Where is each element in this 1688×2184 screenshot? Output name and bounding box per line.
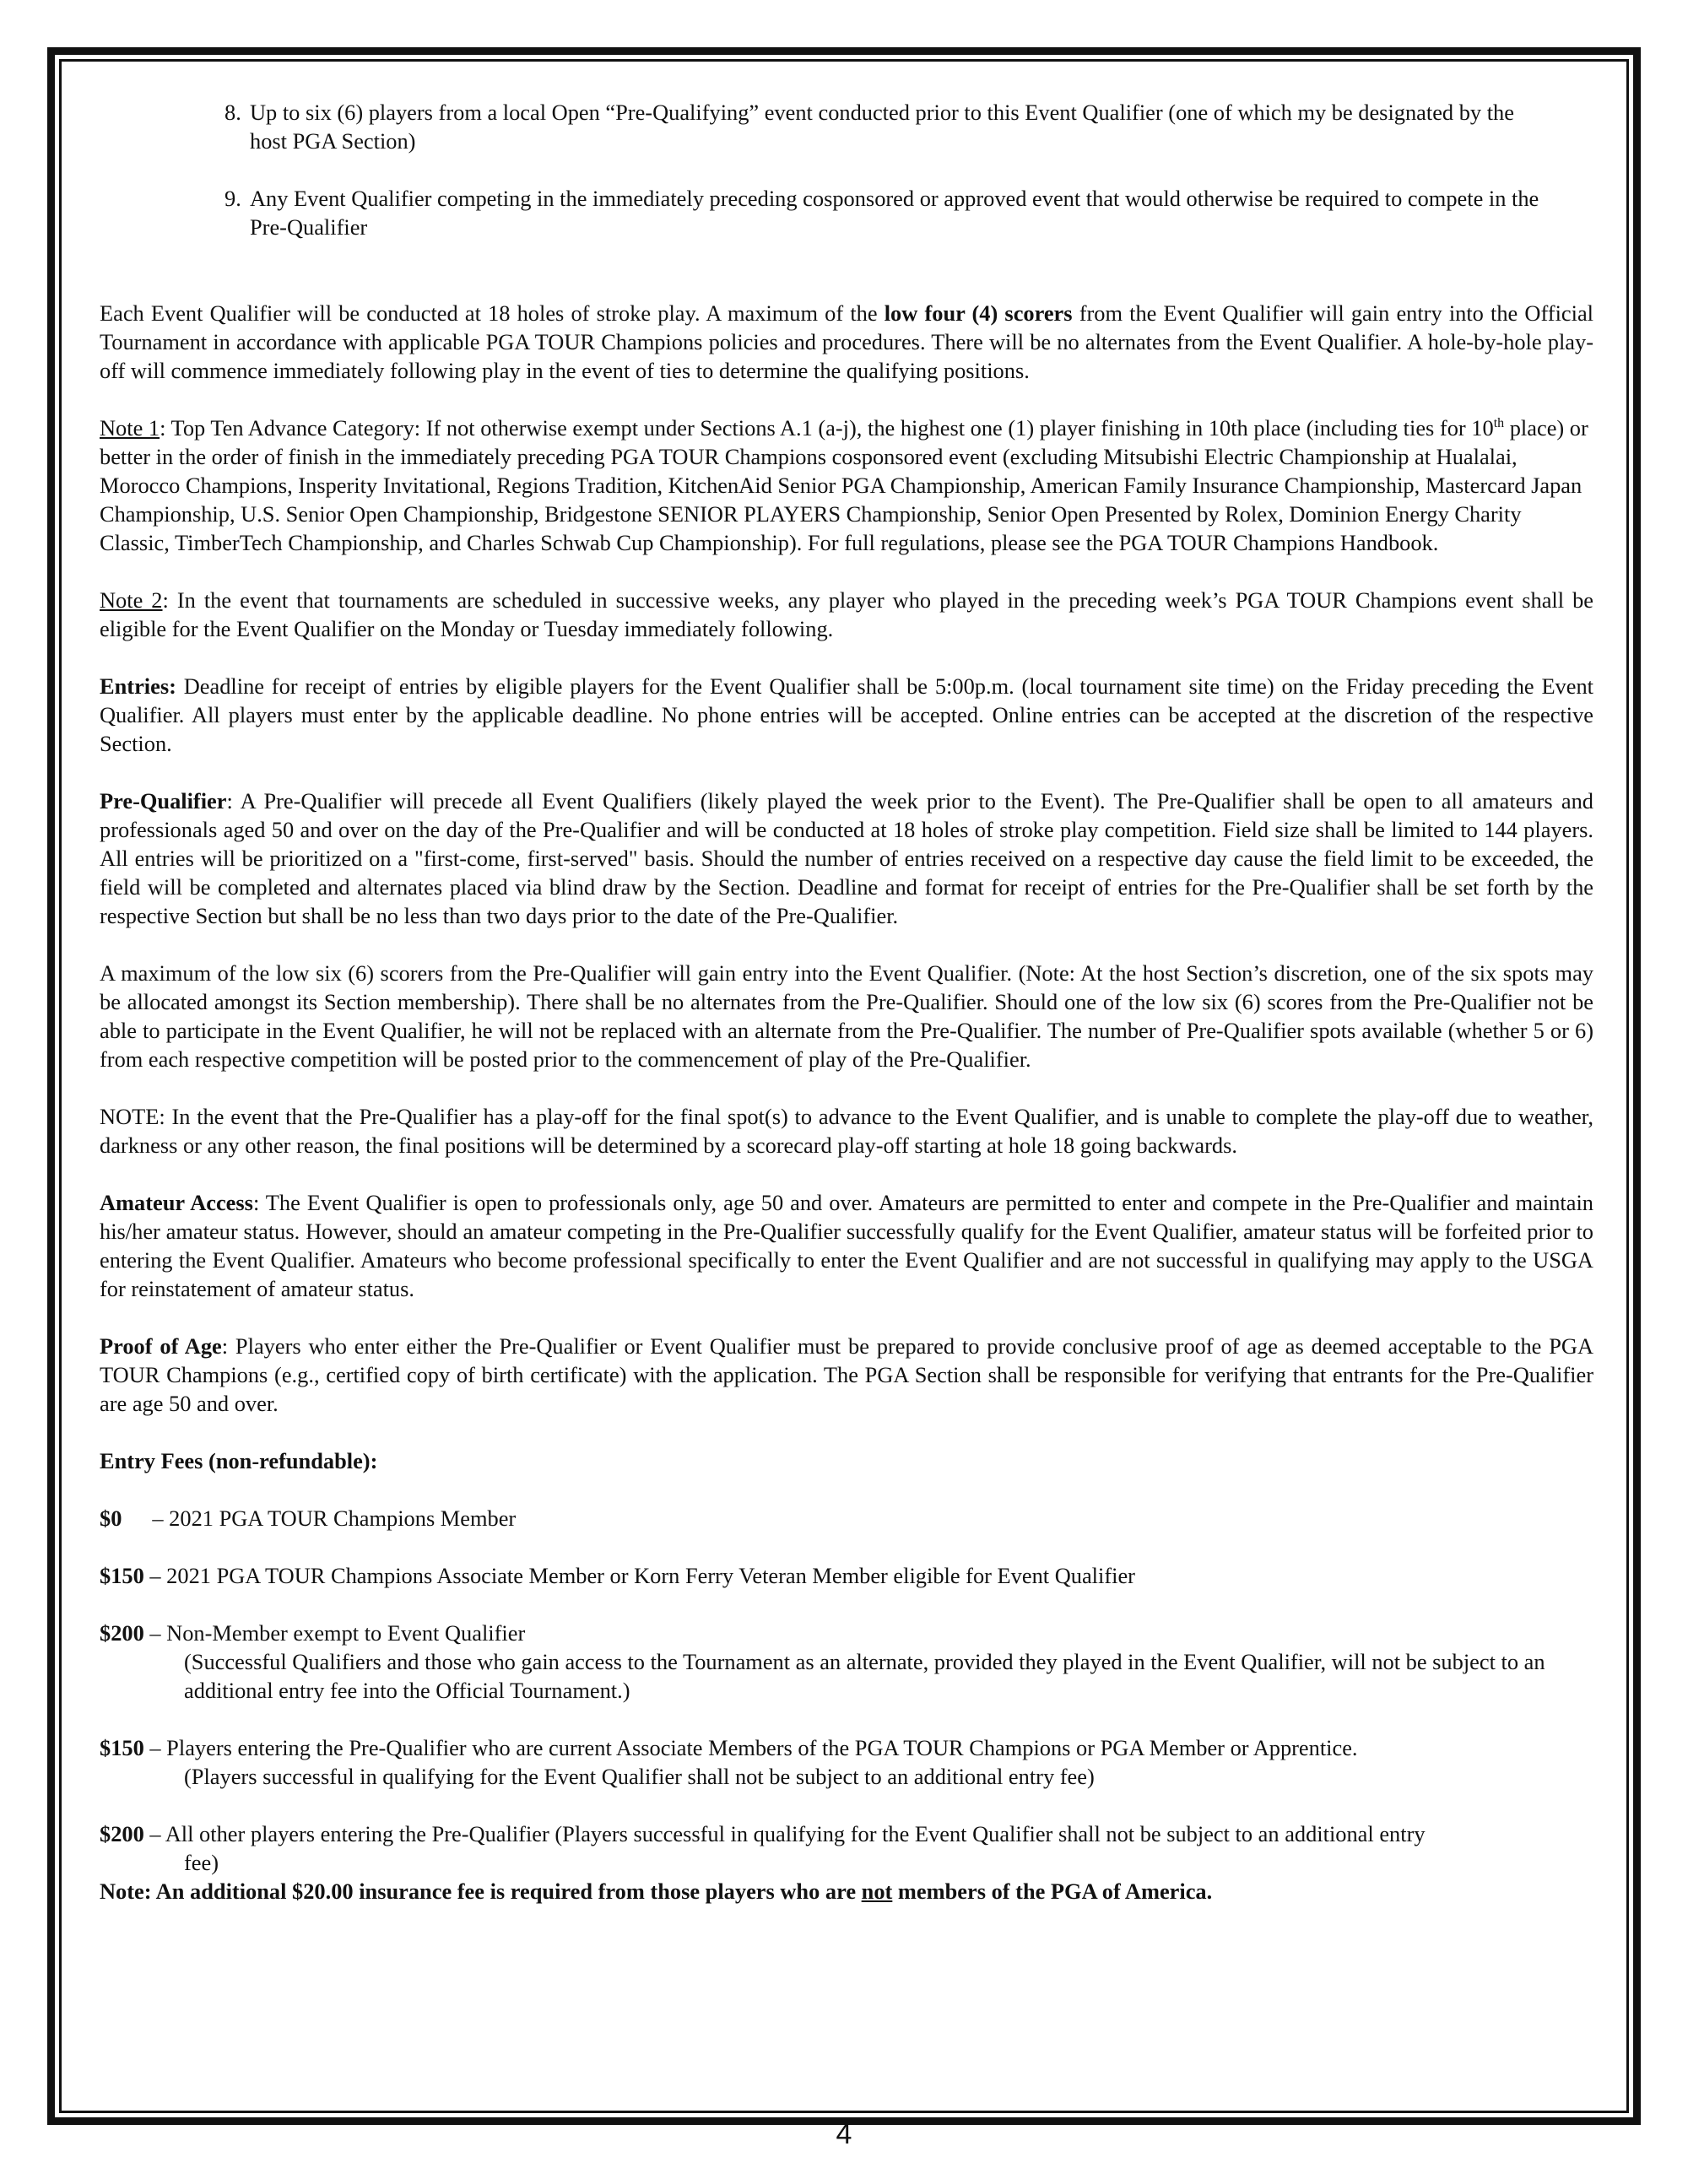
fee-text: – 2021 PGA TOUR Champions Member — [152, 1506, 517, 1531]
fee-text: – Players entering the Pre-Qualifier who are current Associate Members of the PGA TOUR Champions or PGA Member or Apprentice. — [149, 1735, 1358, 1760]
fee-item — [100, 1819, 1593, 1877]
low-four-scorers: low four (4) scorers — [884, 300, 1073, 326]
pre-qualifier-label: Pre-Qualifier — [100, 788, 227, 814]
list-number: 8. — [225, 100, 241, 125]
fee-subtext: fee) — [184, 1850, 219, 1875]
list-item — [225, 184, 1593, 241]
fee-text: – 2021 PGA TOUR Champions Associate Member or Korn Ferry Veteran Member eligible for Event Qualifier — [149, 1563, 1135, 1588]
low-six-paragraph: A maximum of the low six (6) scorers from the Pre-Qualifier will gain entry into the Event Qualifier. (Note: At the host Section’s discretion, one of the six spots may be allocated amongst its Section membership). There shall be no alternates from the Pre-Qualifier. Should one of the low six (6) scores from the Pre-Qualifier not be able to participate in the Event Qualifier, he will not be replaced with an alternate from the Pre-Qualifier. The number of Pre-Qualifier spots available (whether 5 or 6) from each respective competition will be posted prior to the commencement of play of the Pre-Qualifier. — [100, 960, 1593, 1072]
note-2-paragraph: Note 2: In the event that tournaments are scheduled in successive weeks, any player who played in the preceding week’s PGA TOUR Champions event shall be eligible for the Event Qualifier on the Monday or Tuesday immediately following. — [100, 587, 1593, 641]
fee-subtext: (Successful Qualifiers and those who gain access to the Tournament as an alternate, provided they played in the Event Qualifier, will not be subject to an additional entry fee into the Official Tournament.) — [184, 1649, 1545, 1703]
note-2-label: Note 2 — [100, 587, 163, 613]
fee-amount: $200 — [100, 1821, 144, 1846]
entries-paragraph: Entries: Deadline for receipt of entries by eligible players for the Event Qualifier shall be 5:00p.m. (local tournament site time) on the Friday preceding the Event Qualifier. All players must enter by the applicable deadline. No phone entries will be accepted. Online entries can be accepted at the discretion of the respective Section. — [100, 673, 1593, 756]
fee-item — [100, 1504, 1593, 1533]
pre-qualifier-paragraph: Pre-Qualifier: A Pre-Qualifier will precede all Event Qualifiers (likely played the week prior to the Event). The Pre-Qualifier shall be open to all amateurs and professionals aged 50 and over on the day of the Pre-Qualifier and will be conducted at 18 holes of stroke play competition. Field size shall be limited to 144 players. All entries will be prioritized on a "first-come, first-served" basis. Should the number of entries received on a respective day cause the field limit to be exceeded, the field will be completed and alternates placed via blind draw by the Section. Deadline and format for receipt of entries for the Pre-Qualifier shall be set forth by the respective Section but shall be no less than two days prior to the date of the Pre-Qualifier. — [100, 788, 1593, 928]
list-text: Up to six (6) players from a local Open “Pre-Qualifying” event conducted prior to this Event Qualifier (one of which my be designated by the host PGA Section) — [250, 100, 1514, 154]
event-qualifier-paragraph: Each Event Qualifier will be conducted at 18 holes of stroke play. A maximum of the low four (4) scorers from the Event Qualifier will gain entry into the Official Tournament in accordance with applicable PGA TOUR Champions policies and procedures. There will be no alternates from the Event Qualifier. A hole-by-hole play-off will commence immediately following play in the event of ties to determine the qualifying positions. — [100, 300, 1594, 383]
proof-of-age-label: Proof of Age — [100, 1333, 222, 1359]
fee-item — [100, 1561, 1593, 1590]
proof-of-age-paragraph: Proof of Age: Players who enter either the Pre-Qualifier or Event Qualifier must be prepared to provide conclusive proof of age as deemed acceptable to the PGA TOUR Champions (e.g., certified copy of birth certificate) with the application. The PGA Section shall be responsible for verifying that entrants for the Pre-Qualifier are age 50 and over. — [100, 1333, 1593, 1416]
superscript-th: th — [1493, 416, 1505, 431]
fee-item — [100, 1733, 1593, 1791]
fee-amount: $200 — [100, 1620, 144, 1646]
page-number: 4 — [836, 2118, 852, 2150]
entry-fees-heading: Entry Fees (non-refundable): — [100, 1448, 378, 1473]
fee-text: – Non-Member exempt to Event Qualifier — [149, 1620, 526, 1646]
fee-amount: $0 — [100, 1506, 122, 1531]
list-item — [225, 98, 1593, 155]
note-1-paragraph: Note 1: Top Ten Advance Category: If not otherwise exempt under Sections A.1 (a-j), the highest one (1) player finishing in 10th place (including ties for 10th place) or better in the order of finish in the immediately preceding PGA TOUR Champions cosponsored event (excluding Mitsubishi Electric Championship at Hualalai, Morocco Champions, Insperity Invitational, Regions Tradition, KitchenAid Senior PGA Championship, American Family Insurance Championship, Mastercard Japan Championship, U.S. Senior Open Championship, Bridgestone SENIOR PLAYERS Championship, Senior Open Presented by Rolex, Dominion Energy Charity Classic, TimberTech Championship, and Charles Schwab Cup Championship). For full regulations, please see the PGA TOUR Champions Handbook. — [100, 415, 1588, 555]
list-number: 9. — [225, 186, 241, 211]
fee-subtext: (Players successful in qualifying for the Event Qualifier shall not be subject to an additional entry fee) — [184, 1764, 1095, 1789]
fee-text: – All other players entering the Pre-Qualifier (Players successful in qualifying for the Event Qualifier shall not be subject to an additional entry — [149, 1821, 1426, 1846]
list-text: Any Event Qualifier competing in the immediately preceding cosponsored or approved event that would otherwise be required to compete in the Pre-Qualifier — [250, 186, 1539, 240]
insurance-note: Note: An additional $20.00 insurance fee is required from those players who are not members of the PGA of America. — [100, 1879, 1213, 1904]
not-underlined: not — [861, 1879, 893, 1904]
fee-item — [100, 1619, 1593, 1705]
amateur-access-paragraph: Amateur Access: The Event Qualifier is open to professionals only, age 50 and over. Amateurs are permitted to enter and compete in the Pre-Qualifier and maintain his/her amateur status. However, should an amateur competing in the Pre-Qualifier successfully qualify for the Event Qualifier, amateur status will be forfeited prior to entering the Event Qualifier. Amateurs who become professional specifically to enter the Event Qualifier and are not successful in qualifying may apply to the USGA for reinstatement of amateur status. — [100, 1190, 1593, 1301]
entries-label: Entries: — [100, 673, 176, 699]
playoff-note-paragraph: NOTE: In the event that the Pre-Qualifier has a play-off for the final spot(s) to advance to the Event Qualifier, and is unable to complete the play-off due to weather, darkness or any other reason, the final positions will be determined by a scorecard play-off starting at hole 18 going backwards. — [100, 1104, 1593, 1158]
fee-amount: $150 — [100, 1735, 144, 1760]
amateur-access-label: Amateur Access — [100, 1190, 253, 1215]
fee-amount: $150 — [100, 1563, 144, 1588]
note-1-label: Note 1 — [100, 415, 160, 441]
document-body — [100, 98, 1593, 1906]
